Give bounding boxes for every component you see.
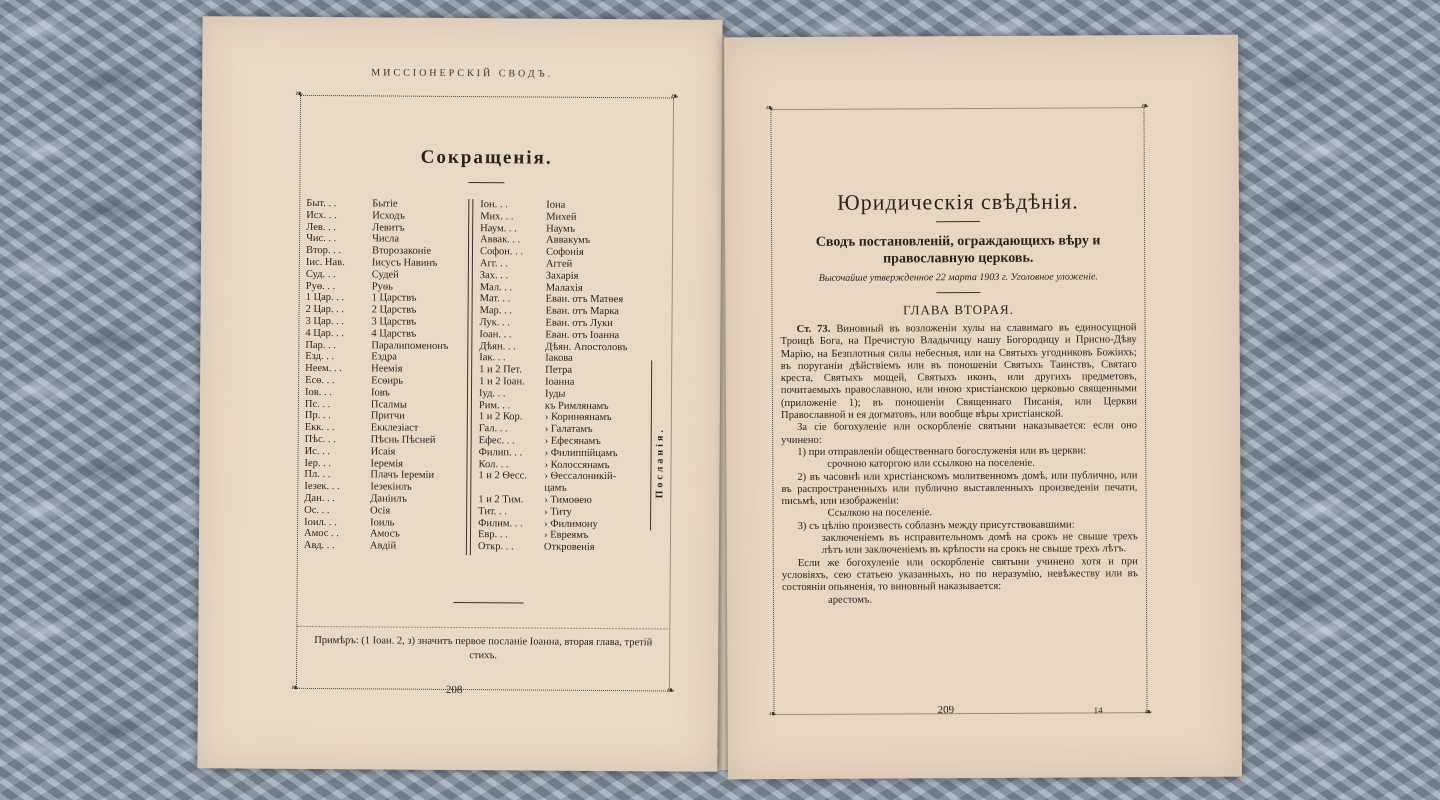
abbreviation: Амос . . <box>303 528 339 540</box>
abbreviation-row <box>305 434 448 447</box>
abbreviation: Аввак. . . <box>480 234 521 246</box>
section-subtitle: Сводъ постановленій, ограждающихъ вѣру и православную церковь. <box>815 233 1101 267</box>
abbreviation: Агг. . . <box>479 258 509 270</box>
abbreviation: Іуд. . . <box>478 387 506 400</box>
abbreviation-row <box>480 199 628 212</box>
abbreviation: Руѳ. . . <box>305 280 336 292</box>
abbreviation: Мат. . . <box>479 293 511 305</box>
book-name: › Ѳессалоникій- <box>544 470 617 483</box>
abbreviation-row <box>306 233 449 246</box>
abbreviation: Екк. . . <box>304 422 335 434</box>
book-name: Малахія <box>545 282 583 294</box>
frame-corner-ornament: ❧ <box>765 103 774 115</box>
abbreviation <box>478 482 544 494</box>
abbreviation-row <box>305 398 448 411</box>
book-name: › Евреямъ <box>543 529 589 542</box>
abbreviation: Гал. . . <box>478 423 508 435</box>
abbreviation: Мих. . . <box>480 210 514 223</box>
penalty: арестомъ. <box>827 594 873 606</box>
abbreviation: Іон. . . <box>480 199 508 211</box>
book-name: Іоиль <box>370 516 395 529</box>
title-rule <box>936 221 980 222</box>
abbreviation-row <box>479 329 627 342</box>
abbreviation: Чис. . . <box>306 233 337 245</box>
book-name: Второзаконіе <box>371 245 432 257</box>
abbreviation-row <box>306 198 449 211</box>
book-name: къ Римлянамъ <box>544 400 609 412</box>
decree-rule <box>936 292 980 293</box>
abbreviation: Есѳ. . . <box>305 374 335 387</box>
section-title: Юридическія свѣдѣнія. <box>837 188 1079 215</box>
left-page <box>197 16 722 772</box>
book-name: Іакова <box>545 352 573 365</box>
book-name: Амосъ <box>369 528 400 540</box>
abbreviation-row <box>479 364 627 377</box>
abbreviation-row <box>304 469 447 482</box>
abbreviation-row <box>304 493 447 506</box>
abbreviation-row <box>304 457 447 470</box>
abbreviation-row <box>479 341 627 354</box>
frame-corner-ornament: ❧ <box>290 682 300 694</box>
abbreviation: Наум. . . <box>480 222 517 234</box>
abbreviation: 1 и 2 Тим. <box>478 494 524 506</box>
book-name: Софонія <box>545 246 584 259</box>
abbreviation: Ис. . . <box>304 445 331 457</box>
abbreviation: Пл. . . <box>304 469 331 481</box>
page-number: 209 <box>937 704 955 717</box>
article-body <box>781 322 1138 607</box>
abbreviation-row <box>306 269 449 282</box>
abbreviation-row <box>478 470 626 483</box>
abbreviation-row <box>304 481 447 494</box>
abbreviation: Исх. . . <box>306 209 337 221</box>
abbreviation-row <box>478 459 626 472</box>
book-name: Захарія <box>545 270 579 282</box>
book-name: Исаія <box>370 446 396 458</box>
abbreviation: 1 и 2 Пет. <box>479 364 522 376</box>
abbreviation: Откр. . . <box>477 541 514 553</box>
abbreviation-row <box>306 280 449 293</box>
abbreviation: Суд. . . <box>305 268 336 280</box>
abbreviation: Мал. . . <box>479 281 513 293</box>
penalty: Ссылкою на поселеніе. <box>827 507 933 520</box>
abbreviation-row <box>305 375 448 388</box>
book-name: Іоанна <box>545 376 575 388</box>
abbreviation-row <box>305 387 448 400</box>
abbreviation-row <box>305 446 448 459</box>
abbreviation-row <box>480 305 628 318</box>
abbreviation-row <box>306 257 449 270</box>
abbreviation: Езд. . . <box>305 351 335 363</box>
dotted-divider <box>297 626 669 630</box>
abbreviation-row <box>479 400 627 413</box>
column-divider <box>466 199 469 555</box>
abbreviation: Кол. . . <box>478 458 509 470</box>
page-number: 208 <box>445 683 463 697</box>
book-name: Іисусъ Навинъ <box>371 257 438 269</box>
abbreviation: Лев. . . <box>306 221 336 233</box>
abbreviation: 1 и 2 Ѳесс. <box>478 470 527 482</box>
abbreviation-row <box>479 388 627 401</box>
abbreviation-row <box>478 518 626 531</box>
article-text: Виновный въ возложеніи хулы на славимаго въ единосущной Троицѣ Бога, на Пречистую Владычицу нашу Богородицу и Присно-Дѣву Марію, на Безплотныя силы небесныя, или на Святыхъ угодниковъ Божіихъ; въ поруганіи дѣйствіемъ или въ поношеніи Святыхъ Таинствъ, Святаго креста, Святыхъ мощей, Святыхъ иконъ, или другихъ предметовъ, почитаемыхъ православною, или иною христіанскою церковью священными (приложеніе 1); въ поношеніи Священнаго Писанія, или Церкви Православной и ея догматовъ, или вообще вѣры христіанской. <box>780 322 1138 422</box>
abbreviation: Рим. . . <box>478 399 511 411</box>
abbreviations-column-right <box>478 199 629 554</box>
abbreviation: Лук. . . <box>479 317 510 329</box>
column-divider <box>470 199 473 555</box>
abbreviation-row <box>305 316 448 329</box>
book-name: 4 Царствъ <box>371 328 417 340</box>
abbreviation: Іер. . . <box>304 457 332 469</box>
book-name: 2 Царствъ <box>371 304 417 316</box>
book-name: Псалмы <box>370 398 408 411</box>
example-note: Примѣръ: (1 Іоан. 2, з) значитъ первое посланіе Іоанна, вторая глава, третій стихъ. <box>314 634 653 662</box>
book-name: Паралипоменонъ <box>371 339 449 352</box>
paragraph: Если же богохуленіе или оскорбленіе святыни учинено хотя и при условіяхъ, сею статьею указанныхъ, но по неразумію, невѣжеству или въ состояніи опьяненія, то виновный наказывается: <box>781 555 1138 594</box>
abbreviation-row <box>304 540 447 553</box>
penalty: срочною каторгою или ссылкою на поселеніе. <box>827 457 1035 471</box>
abbreviation-row <box>305 422 448 435</box>
abbreviation-row <box>480 282 628 295</box>
book-name: Авдій <box>369 540 397 552</box>
abbreviation: Зах. . . <box>479 269 509 282</box>
abbreviation-row <box>480 246 628 259</box>
frame-corner-ornament: ❧ <box>1144 707 1153 719</box>
abbreviation-row <box>479 376 627 389</box>
book-name: Іовъ <box>370 387 390 399</box>
abbreviation: 1 и 2 Кор. <box>478 411 523 423</box>
abbreviation: Іис. Нав. <box>305 256 345 269</box>
paragraph: За сіе богохуленіе или оскорбленіе святыни наказывается: если оно учинено: <box>781 420 1138 446</box>
epistles-label: Посланія. <box>654 427 666 499</box>
abbreviation: Софон. . . <box>479 246 524 258</box>
book-name: › Филимону <box>544 518 598 530</box>
book-name: 3 Царствъ <box>371 316 417 328</box>
abbreviation: Дан. . . <box>304 492 335 505</box>
frame-corner-ornament: ❧ <box>670 91 680 103</box>
abbreviation: 2 Цар. . . <box>305 304 345 316</box>
running-head: МИССІОНЕРСКІЙ СВОДЪ. <box>371 67 554 80</box>
title-rule <box>468 182 504 183</box>
abbreviation-row <box>306 210 449 223</box>
list-item: 3) съ цѣлію произвесть соблазнъ между присутствовавшими: <box>797 519 1075 532</box>
abbreviation-row <box>304 516 447 529</box>
book-name: › Галатамъ <box>544 423 593 436</box>
abbreviation: Іоил. . . <box>304 516 337 528</box>
abbreviation: Іоан. . . <box>479 328 512 341</box>
abbreviation-row <box>305 410 448 423</box>
frame-corner-ornament: ❧ <box>666 685 675 697</box>
abbreviation-row <box>480 223 628 236</box>
book-name: Іона <box>546 199 566 211</box>
abbreviation-row <box>304 505 447 518</box>
abbreviation: Филим. . . <box>478 517 523 529</box>
right-page-frame <box>765 101 1153 721</box>
book-name: Іуды <box>544 388 566 400</box>
abbreviation-row <box>305 339 448 352</box>
book-name: Екклезіаст <box>370 422 419 434</box>
abbreviation-row <box>306 304 449 317</box>
abbreviation-row <box>305 351 448 364</box>
book-name: Ездра <box>371 351 397 363</box>
book-name: Судей <box>371 269 399 281</box>
book-name: › Филиппійцамъ <box>544 447 618 459</box>
right-page <box>724 35 1242 780</box>
book-name: Откровенія <box>543 541 595 554</box>
abbreviation: Іов. . . <box>304 386 332 398</box>
article-label: Ст. 73. <box>796 323 831 335</box>
abbreviation-row <box>479 435 627 448</box>
abbreviation: 1 Цар. . . <box>305 292 345 304</box>
epistles-bracket <box>650 360 652 530</box>
list-item: 2) въ часовнѣ или христіанскомъ молитвенномъ домѣ, или публично, или въ распространенныхъ или публично выставленныхъ произведеніи печати, письмѣ, или изображеніи: <box>781 469 1138 508</box>
left-page-frame <box>290 88 680 697</box>
book-name: Неемія <box>371 363 403 375</box>
book-name: Левитъ <box>372 221 405 234</box>
abbreviation-row <box>479 352 627 365</box>
abbreviation: Ефес. . . <box>478 435 515 447</box>
abbreviation: Неем. . . <box>305 363 342 375</box>
abbreviation-row <box>478 494 626 507</box>
book-name: Пѣснь Пѣсней <box>370 434 436 446</box>
book-name: Михей <box>546 211 577 223</box>
book-name: Есѳирь <box>371 375 404 387</box>
abbreviation: Пр. . . <box>304 410 331 422</box>
book-name: Іезекіилъ <box>370 481 412 493</box>
abbreviation: Быт. . . <box>306 197 337 210</box>
book-name: Іеремія <box>370 457 404 470</box>
abbreviation-row <box>479 423 627 436</box>
book-name: Исходъ <box>372 210 405 222</box>
book-name: Еван. отъ Луки <box>545 317 613 330</box>
decree-line: Высочайше утвержденное 22 марта 1903 г. Уголовное уложеніе. <box>818 271 1098 284</box>
abbreviation-row <box>480 270 628 283</box>
section-rule <box>454 602 524 603</box>
frame-corner-ornament: ❧ <box>768 709 778 721</box>
abbreviation-row <box>479 411 627 424</box>
abbreviation: Филип. . . <box>478 446 523 459</box>
abbreviation-row <box>478 506 626 519</box>
book-name: › Колоссянамъ <box>544 459 610 471</box>
book-name: Аввакумъ <box>546 234 591 247</box>
abbreviation-row <box>480 235 628 248</box>
book-name: Руѳь <box>371 280 393 293</box>
frame-corner-ornament: ❧ <box>1141 101 1150 113</box>
book-name: › Ефесянамъ <box>544 435 601 447</box>
abbreviation: Пар. . . <box>305 339 337 351</box>
book-name: 1 Царствъ <box>371 292 417 305</box>
abbreviation: 3 Цар. . . <box>305 315 345 328</box>
abbreviation-row <box>479 317 627 330</box>
abbreviation: Мар. . . <box>479 305 512 317</box>
list-item: 1) при отправленіи общественнаго богослуженія или въ церкви: <box>797 445 1087 458</box>
abbreviation-row <box>306 245 449 258</box>
abbreviation-row <box>304 528 447 541</box>
abbreviation: Іак. . . <box>479 352 506 364</box>
book-name: цамъ <box>544 482 567 494</box>
abbreviation: Іезек. . . <box>304 481 340 493</box>
book-name: › Коринѳянамъ <box>544 411 612 424</box>
abbreviation: Пѣс. . . <box>304 433 336 446</box>
book-name: › Тимоѳею <box>544 494 592 506</box>
abbreviation: 1 и 2 Іоан. <box>479 376 525 388</box>
frame-corner-ornament: ❧ <box>295 88 304 100</box>
book-name: Дѣян. Апостоловъ <box>545 341 628 353</box>
abbreviation-row <box>480 294 628 307</box>
abbreviation-row <box>480 211 628 224</box>
abbreviation: Ос. . . <box>304 504 330 516</box>
abbreviation: 4 Цар. . . <box>305 327 344 339</box>
book-name: Петра <box>545 364 573 376</box>
book-name: Числа <box>372 233 400 245</box>
abbreviation-row <box>305 363 448 376</box>
abbreviation: Авд. . . <box>303 540 335 552</box>
abbreviation: Пс. . . <box>304 398 331 410</box>
book-name: Наумъ <box>546 223 576 235</box>
book-name: Еван. отъ Іоанна <box>545 329 620 341</box>
book-name: Плачъ Іереміи <box>370 469 435 482</box>
abbreviation: Дѣян. . . <box>479 340 516 352</box>
abbreviation-row <box>480 258 628 271</box>
book-name: Еван. отъ Марка <box>545 305 619 318</box>
abbreviation-row <box>478 482 626 495</box>
abbreviation: Евр. . . <box>477 529 508 541</box>
penalty: заключеніемъ въ исправительномъ домѣ на срокъ не свыше трехъ лѣтъ или заключеніемъ въ крѣпости на срокъ не свыше трехъ лѣтъ. <box>821 531 1138 557</box>
chapter-heading: ГЛАВА ВТОРАЯ. <box>903 301 1014 318</box>
abbreviation-row <box>478 529 626 542</box>
book-name: Еван. отъ Матѳея <box>545 293 624 306</box>
signature-mark: 14 <box>1093 705 1103 716</box>
abbreviation-row <box>479 447 627 460</box>
abbreviation: Тит. . . <box>478 505 507 518</box>
abbreviation-row <box>306 292 449 305</box>
book-name: › Титу <box>544 506 572 518</box>
abbreviation-row <box>306 222 449 235</box>
book-name: Аггей <box>545 258 573 270</box>
book-name: Притчи <box>370 410 405 422</box>
abbreviation: Втор. . . <box>305 245 342 257</box>
book-name: Даніилъ <box>370 493 407 505</box>
book-name: Осія <box>370 505 391 517</box>
abbreviations-column-left <box>304 198 449 553</box>
abbreviation-row <box>305 328 448 341</box>
abbreviation-row <box>478 541 626 554</box>
book-name: Бытіе <box>372 198 398 210</box>
page-title: Сокращенія. <box>420 146 553 169</box>
